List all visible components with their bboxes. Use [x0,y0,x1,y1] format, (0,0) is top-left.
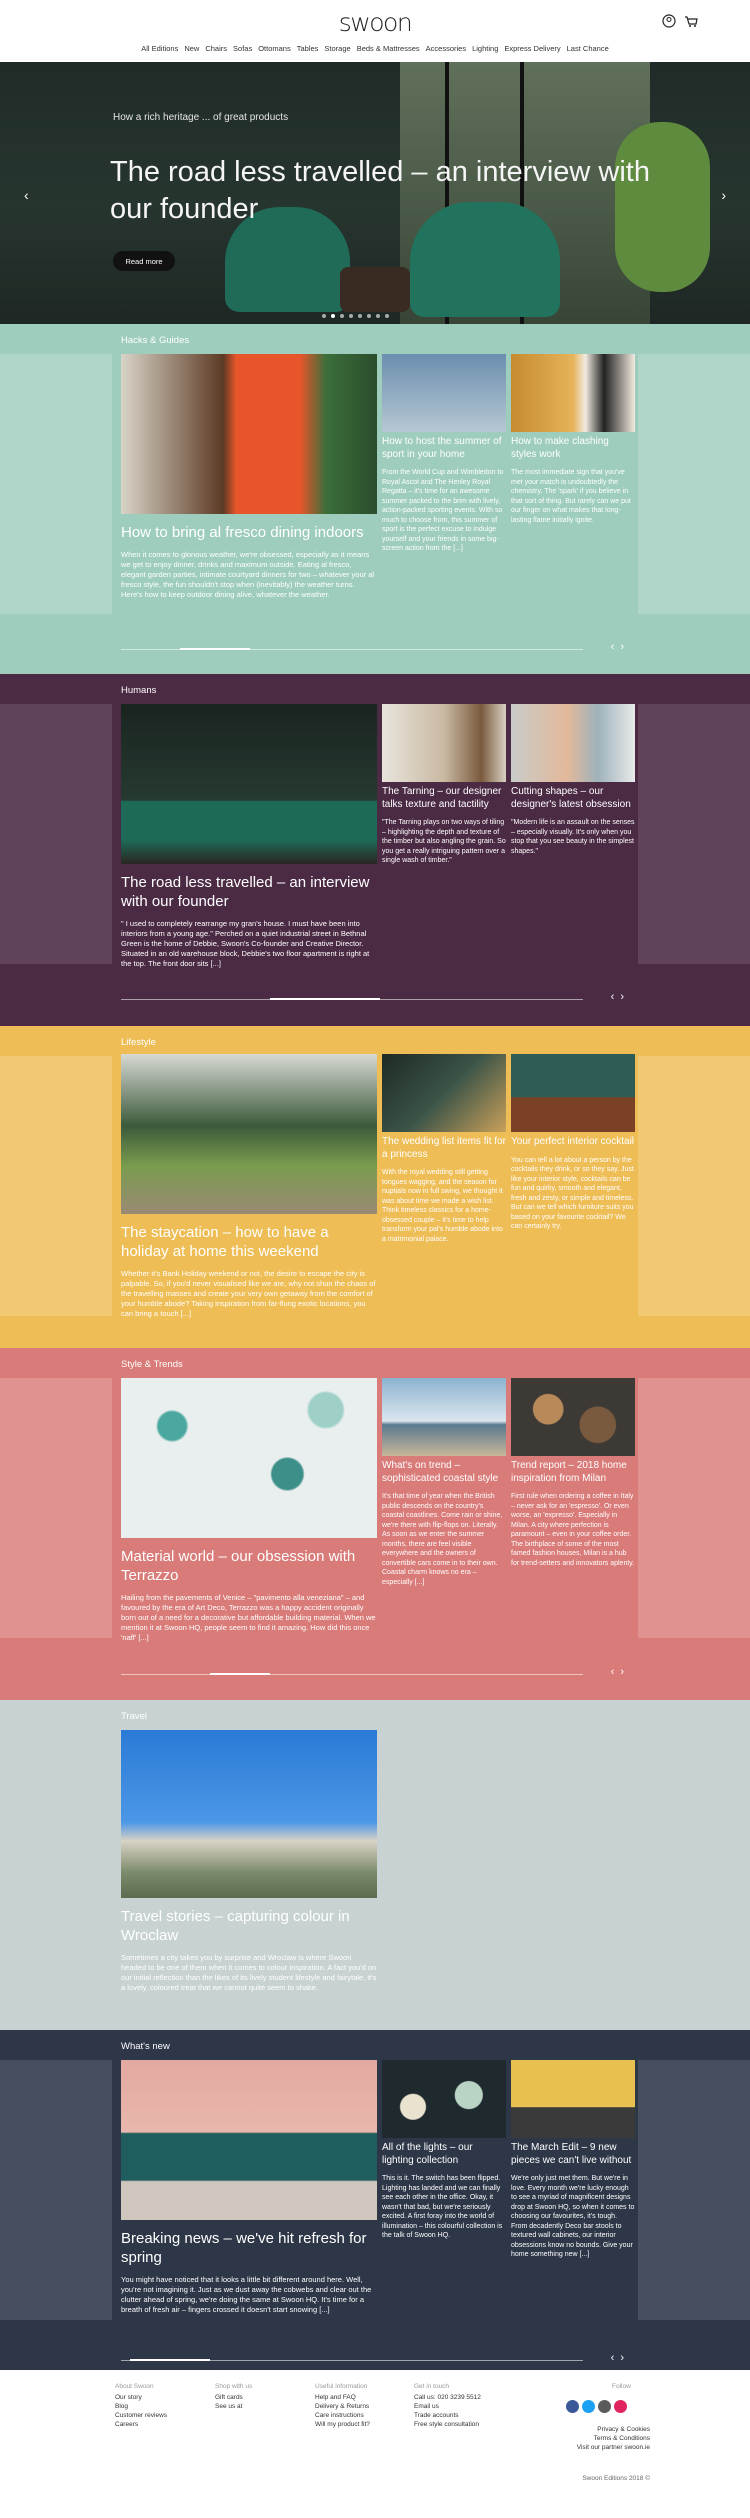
swoon-logo[interactable]: swoon [338,8,412,37]
article-image [382,354,506,432]
article-image [121,1054,377,1214]
article-card[interactable] [511,1378,635,1568]
site-footer [0,2370,750,2518]
article-excerpt: " I used to completely rearrange my gran's house. I must have been into interiors from a young age." Perched on a quiet industrial street in Bethnal Green is the home of Debbie, Swoon's Co-founder and Creative Director. Situated in an old warehouse block, Debbie's two floor apartment is right at the top. The front door sits [...] [121,919,370,968]
nav-sofas[interactable]: Sofas [233,44,253,53]
article-card[interactable] [121,354,377,600]
twitter-icon[interactable] [582,2400,595,2413]
article-image [382,1378,506,1456]
footer-link[interactable]: Our story [115,2394,142,2401]
section-title: What's new [121,2041,170,2052]
main-nav [0,44,750,53]
article-excerpt: Hailing from the pavements of Venice – "pavimento alla veneziana" – and favoured by the era of Art Deco, Terrazzo was a happy accident originally born out of a need for a decorative but affordable building material. When we mention it at Swoon HQ, people seem to find it amazing. How did this once 'naff' [...] [121,1593,376,1642]
footer-link[interactable]: Free style consultation [414,2421,480,2428]
article-card[interactable] [121,1730,377,1993]
carousel-progress [270,998,380,1000]
footer-link[interactable]: Will my product fit? [315,2421,370,2428]
article-excerpt: This is it. The switch has been flipped. Lighting has landed and we can finally see each other in the office. Okay, it wasn't that bad, but we're seriously excited. A first foray into the world of illumination – this colourful collection is the talk of Swoon HQ. [382,2175,503,2239]
article-image [382,704,506,782]
footer-link[interactable]: Gift cards [215,2394,243,2401]
article-excerpt: You might have noticed that it looks a little bit different around here. Well, you're not imagining it. Just as we dust away the cobwebs and clear out the clutter ahead of spring, we're doing the same at Swoon HQ. It's time for a breath of fresh air – fingers crossed it doesn't start snowing [...] [121,2275,372,2314]
article-title[interactable]: Trend report – 2018 home inspiration from Milan [511,1460,627,1484]
article-title[interactable]: The staycation – how to have a holiday at home this weekend [121,1224,329,1260]
terms-link[interactable]: Terms & Conditions [593,2435,650,2442]
section-title: Travel [121,1711,148,1722]
footer-col-info: Useful information Help and FAQ Delivery & Returns Care instructions Will my product fit? [315,2383,370,2428]
article-card[interactable] [382,2060,506,2241]
article-image [121,1378,377,1538]
nav-lighting[interactable]: Lighting [472,44,499,53]
article-card[interactable] [121,2060,377,2315]
hero-kicker: How a rich heritage ... of great products [113,112,289,123]
section-hacks-guides [0,324,750,674]
article-image [121,704,377,864]
facebook-icon[interactable] [566,2400,579,2413]
article-card[interactable] [382,1378,506,1587]
article-card[interactable] [511,354,635,525]
section-title: Lifestyle [121,1037,156,1048]
nav-beds[interactable]: Beds & Mattresses [356,44,420,53]
article-card[interactable] [382,704,506,866]
article-image [121,2060,377,2220]
social-links [566,2400,627,2413]
copyright: Swoon Editions 2018 © [582,2475,650,2482]
footer-link[interactable]: Delivery & Returns [315,2403,370,2410]
article-image [511,2060,635,2138]
article-excerpt: The most immediate sign that you've met your match is undoubtedly the chemistry. The 'spark' if you believe in that sort of thing. But rarely can we put our finger on what makes that long-lasting flame initially ignite. [511,469,631,524]
section-humans [0,674,750,1026]
nav-all-editions[interactable]: All Editions [141,44,179,53]
instagram-icon[interactable] [598,2400,611,2413]
chevron-left-icon[interactable]: ‹ [24,187,29,203]
article-card[interactable] [121,1054,377,1319]
read-more-button[interactable]: Read more [113,251,175,271]
section-title: Humans [121,685,157,696]
article-image [511,704,635,782]
article-card[interactable] [511,1054,635,1232]
privacy-link[interactable]: Privacy & Cookies [597,2426,650,2433]
article-image [511,1054,635,1132]
hero-table [340,267,410,312]
footer-link[interactable]: Care instructions [315,2412,364,2419]
nav-chairs[interactable]: Chairs [205,44,228,53]
carousel-progress [210,1673,270,1675]
nav-ottomans[interactable]: Ottomans [258,44,291,53]
article-card[interactable] [511,704,635,856]
section-travel [0,1700,750,2030]
hero-banner[interactable] [0,62,750,324]
article-excerpt: "Modern life is an assault on the senses – especially visually. It's only when you stop that you see beauty in the simplest shapes." [511,819,635,855]
article-image [121,354,377,514]
site-header [0,0,750,62]
article-title[interactable]: Your perfect interior cocktail [511,1136,635,1147]
footer-link[interactable]: Help and FAQ [315,2394,356,2401]
footer-col-shop: Shop with us Gift cards See us at [215,2383,253,2410]
article-title[interactable]: How to make clashing styles work [511,436,609,460]
nav-storage[interactable]: Storage [324,44,351,53]
section-whats-new [0,2030,750,2378]
footer-link[interactable]: Blog [115,2403,129,2410]
article-title[interactable]: Breaking news – we've hit refresh for spring [121,2230,367,2266]
article-excerpt: We're only just met them. But we're in love. Every month we're lucky enough to see a myriad of magnificent designs drop at Swoon HQ, so when it comes to choosing our favourites, it's tough. From decadently Deco bar stools to textured wall cabinets, our interior obsessions know no bounds. Give your home something new [...] [511,2175,635,2258]
article-card[interactable] [511,2060,635,2260]
article-title[interactable]: All of the lights – our lighting collection [382,2142,473,2166]
article-title[interactable]: The road less travelled – an interview with our founder [121,874,370,910]
footer-link[interactable]: Customer reviews [115,2412,168,2419]
basket-icon[interactable] [684,14,698,28]
nav-express[interactable]: Express Delivery [504,44,561,53]
footer-link[interactable]: Careers [115,2421,139,2428]
article-card[interactable] [382,354,506,554]
nav-tables[interactable]: Tables [296,44,319,53]
carousel-dots[interactable] [322,314,389,318]
article-card[interactable] [121,1378,377,1643]
pinterest-icon[interactable] [614,2400,627,2413]
section-title: Style & Trends [121,1359,183,1370]
hero-title: The road less travelled – an interview with our founder [110,156,650,225]
article-title[interactable]: Material world – our obsession with Terrazzo [121,1548,356,1584]
article-card[interactable] [121,704,377,969]
nav-accessories[interactable]: Accessories [425,44,467,53]
article-title[interactable]: How to host the summer of sport in your home [382,436,502,460]
chevron-right-icon[interactable]: › [721,187,726,203]
footer-link[interactable]: Email us [414,2403,439,2410]
nav-last-chance[interactable]: Last Chance [566,44,609,53]
article-excerpt: Sometimes a city takes you by surprise and Wroclaw is where Swoon headed to be one of them when it comes to colour inspiration. A fact you'd on our initial reflection than the likes of its lively student lifestyle and fairytale, it's a lovely, coloured treat that we cannot quite seem to shake. [121,1953,377,1992]
article-title[interactable]: Cutting shapes – our designer's latest obsession [511,786,631,810]
section-style-trends [0,1348,750,1700]
article-excerpt: First rule when ordering a coffee in Italy – never ask for an 'espresso'. Or even worse, an 'expresso'. Especially in Milan. A city where perfection is paramount – even in your coffee order. The birthplace of some of the most famed fashion houses, Milan is a hub for trend-setters and innovators aplenty. [511,1493,635,1567]
article-title[interactable]: How to bring al fresco dining indoors [121,524,364,541]
footer-link[interactable]: Trade accounts [414,2412,459,2419]
carousel-progress [180,648,250,650]
footer-col-about: About Swoon Our story Blog Customer reviews Careers [115,2383,168,2428]
carousel-progress [130,2359,210,2361]
carousel-arrows[interactable]: ‹› [610,641,630,653]
article-excerpt: When it comes to glorious weather, we're obsessed, especially as it means we get to enjoy dinner, drinks and maximum outside. Eating al fresco, elegant garden parties, intimate courtyard dinners for two – whatever your al fresco style, the fun shouldn't stop when (inevitably) the weather turns. Here's how to keep outdoor dining alive, whatever the weather. [121,550,375,599]
account-icon[interactable] [662,14,676,28]
article-excerpt: It's that time of year when the British public descends on the country's coastal coastlines. Come rain or shine, we're there with flip-flops on. Literally. As soon as we enter the summer months, there are feel visible everywhere and the owners of convertible cars come in to their own. Coastal charm knows no era – especially [...] [382,1493,503,1586]
article-excerpt: From the World Cup and Wimbledon to Royal Ascot and The Henley Royal Regatta – it's time for an awesome summer packed to the brim with lively, action-packed sporting events. With so much to choose from, this summer of sport is the perfect excuse to indulge yourself and your friends in some big-screen action from the [...] [382,469,504,552]
article-title[interactable]: What's on trend – sophisticated coastal style [382,1460,499,1484]
article-image [511,1378,635,1456]
article-image [511,354,635,432]
nav-new[interactable]: New [184,44,200,53]
article-card[interactable] [382,1054,506,1244]
carousel-arrows[interactable]: ‹› [610,991,630,1003]
article-title[interactable]: Travel stories – capturing colour in Wroclaw [121,1908,350,1944]
article-excerpt: "The Tarning plays on two ways of tiling – highlighting the depth and texture of the timber but also angling the grain. So you get a really intriguing pattern over a single wash of timber." [382,819,506,864]
footer-link[interactable]: Call us: 020 3239 5512 [414,2394,481,2401]
article-title[interactable]: The wedding list items fit for a princess [382,1136,506,1160]
article-image [382,2060,506,2138]
footer-col-contact: Get in touch Call us: 020 3239 5512 Email us Trade accounts Free style consultation [414,2383,481,2428]
article-title[interactable]: The Tarning – our designer talks texture and tactility [382,786,502,810]
article-title[interactable]: The March Edit – 9 new pieces we can't live without [511,2142,632,2166]
article-excerpt: Whether it's Bank Holiday weekend or not, the desire to escape the city is palpable. So, if you'd never visualised like we are, why not shun the chaos of the travelling masses and create your very own getaway from the comfort of your humble abode? Taking inspiration from far-flung exotic locations, you can bring a touch [...] [121,1269,376,1318]
section-title: Hacks & Guides [121,335,190,346]
article-image [121,1730,377,1898]
article-excerpt: You can tell a lot about a person by the cocktails they drink, or so they say. Just like your interior style, cocktails can be fun and quirky, smooth and elegant, fresh and zesty, or simple and timeless. But can we tell which furniture suits you based on your favourite cocktail? We can certainly try. [511,1156,634,1230]
follow-label: Follow [612,2383,631,2390]
partner-link[interactable]: Visit our partner swoon.ie [576,2444,650,2451]
section-lifestyle [0,1026,750,1348]
carousel-arrows[interactable]: ‹› [610,2352,630,2364]
article-image [382,1054,506,1132]
article-excerpt: With the royal wedding still getting tongues wagging, and the season for nuptials now in full swing, we thought it was about time we made a wish list. Think timeless classics for a home-obsessed couple – it's time to help transform your pal's humble abode into a matrimonial palace. [382,1169,503,1243]
footer-link[interactable]: See us at [215,2403,243,2410]
carousel-arrows[interactable]: ‹› [610,1666,630,1678]
